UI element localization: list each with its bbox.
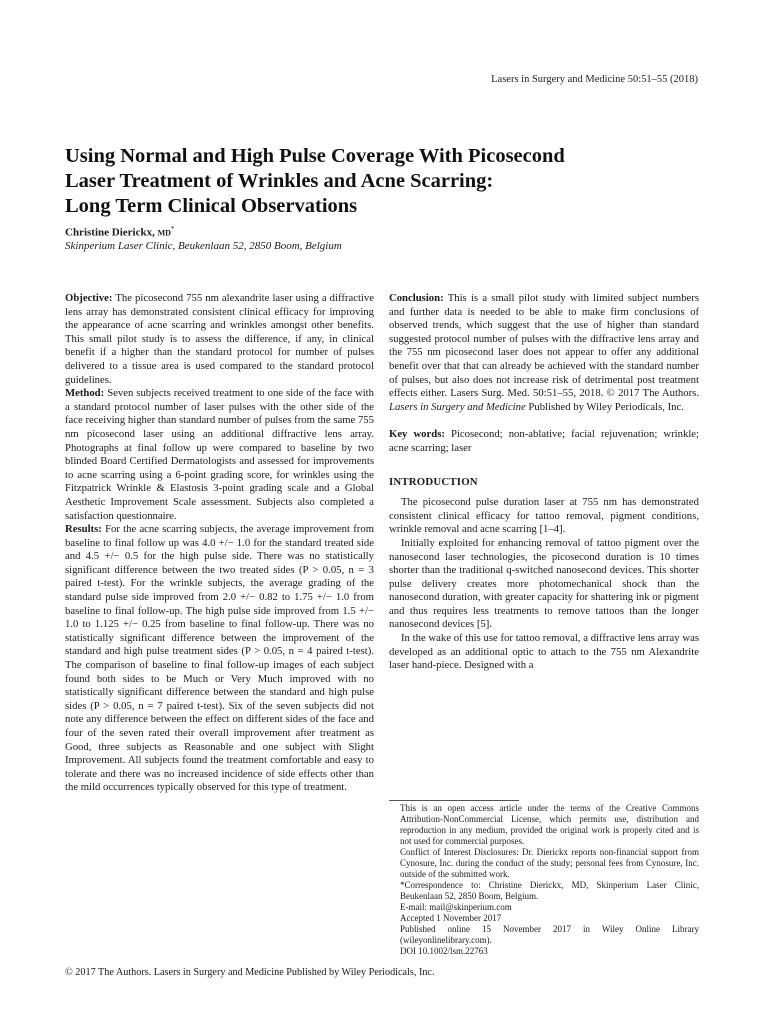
abstract-conclusion bbox=[389, 292, 699, 414]
introduction-heading: INTRODUCTION bbox=[389, 475, 478, 488]
journal-citation: Lasers in Surgery and Medicine 50:51–55 (2018) bbox=[491, 74, 698, 85]
footnotes bbox=[400, 803, 699, 957]
footnote-email: E-mail: mail@skinperium.com bbox=[400, 902, 512, 912]
author-line bbox=[65, 225, 174, 239]
abstract-left-column bbox=[65, 292, 374, 795]
author-name: Christine Dierickx, bbox=[65, 226, 155, 239]
objective-label: Objective: bbox=[65, 292, 113, 304]
abstract-right-column bbox=[389, 292, 699, 673]
footnote-published: Published online 15 November 2017 in Wiley Online Library (wileyonlinelibrary.com). bbox=[400, 924, 699, 945]
conclusion-text: This is a small pilot study with limited subject numbers and further data is needed to be able to make firm conclusions of observed trends, which suggest that the use of higher than standard suggested protocol number of pulses with the diffractive lens array and the 755 nm picosecond laser does not appear to offer any additional benefit over that that can already be achieved with the standard number of pulses, but also does not increase risk of detrimental post treatment effects either. Lasers Surg. Med. 50:51–55, 2018. © 2017 The Authors. bbox=[389, 292, 700, 400]
title-line-1: Using Normal and High Pulse Coverage With Picosecond bbox=[65, 145, 565, 167]
page-footer: © 2017 The Authors. Lasers in Surgery and Medicine Published by Wiley Periodicals, Inc. bbox=[65, 967, 435, 978]
method-text: Seven subjects received treatment to one side of the face with a standard protocol number of laser pulses with the other side of the face receiving higher than standard number of pulses from the same 755 nm picosecond laser using an additional diffractive lens array. Photographs at final follow up were compared to baseline by two blinded Board Certified Dermatologists and assessed for improvements to acne scarring using a 6-point grading score, for wrinkles using the Fitzpatrick Wrinkle & Elastosis 3-point grading scale and a Global Aesthetic Improvement Scale assessment. Subjects also completed a satisfaction questionnaire. bbox=[65, 387, 374, 522]
footnote-conflict: Conflict of Interest Disclosures: Dr. Dierickx reports non-financial support from Cynosure, Inc. during the conduct of the study; personal fees from Cynosure, Inc. outside of the submitted work. bbox=[400, 847, 699, 879]
abstract-method bbox=[65, 387, 374, 523]
keywords-text: Picosecond; non-ablative; facial rejuvenation; wrinkle; acne scarring; laser bbox=[389, 428, 700, 454]
footnote-correspondence: *Correspondence to: Christine Dierickx, MD, Skinperium Laser Clinic, Beukenlaan 52, 2850 Boom, Belgium. bbox=[400, 880, 699, 901]
footnote-accepted: Accepted 1 November 2017 bbox=[400, 913, 502, 923]
footnote-divider bbox=[389, 800, 519, 801]
keywords-label: Key words: bbox=[389, 428, 445, 441]
keywords bbox=[389, 428, 699, 455]
author-degree: MD bbox=[157, 228, 171, 238]
objective-text: The picosecond 755 nm alexandrite laser using a diffractive lens array has demonstrated consistent clinical efficacy for improving the appearance of acne scarring and wrinkles amongst other benefits. This small pilot study is to assess the difference, if any, in clinical benefit if a higher than the standard protocol for number of pulses delivered to a tissue area is used compared to the standard protocol guidelines. bbox=[65, 292, 374, 386]
introduction-paragraph-2: Initially exploited for enhancing removal of tattoo pigment over the nanosecond laser technologies, the picosecond duration is 10 times shorter than the traditional q-switched nanosecond devices. This shorter pulse delivery creates more photomechanical shock than the nanosecond duration, with greater capacity for shattering ink or pigment and thus requires less treatments to remove tattoos than the longer nanosecond devices [5]. bbox=[389, 536, 699, 631]
introduction-paragraph-3: In the wake of this use for tattoo removal, a diffractive lens array was developed as an additional optic to attach to the 755 nm Alexandrite laser hand-piece. Designed with a bbox=[389, 632, 699, 672]
author-correspondence-mark: * bbox=[170, 225, 175, 233]
article-title bbox=[65, 144, 705, 219]
abstract-objective bbox=[65, 292, 374, 387]
title-line-3: Long Term Clinical Observations bbox=[65, 195, 358, 217]
footnote-license: This is an open access article under the terms of the Creative Commons Attribution-NonCommercial License, which permits use, distribution and reproduction in any medium, provided the original work is properly cited and is not used for commercial purposes. bbox=[400, 803, 699, 846]
results-label: Results: bbox=[65, 523, 102, 536]
conclusion-label: Conclusion: bbox=[389, 292, 444, 304]
abstract-results bbox=[65, 523, 374, 795]
method-label: Method: bbox=[65, 387, 105, 400]
conclusion-journal: Lasers in Surgery and Medicine bbox=[389, 400, 526, 413]
introduction-paragraph-1: The picosecond pulse duration laser at 755 nm has demonstrated consistent clinical efficacy for tattoo removal, pigment conditions, wrinkle removal and acne scarring [1–4]. bbox=[389, 496, 699, 536]
title-line-2: Laser Treatment of Wrinkles and Acne Scarring: bbox=[65, 170, 494, 192]
footnote-doi: DOI 10.1002/lsm.22763 bbox=[400, 946, 488, 956]
results-text: For the acne scarring subjects, the average improvement from baseline to final follow up was 4.0 +/− 1.0 for the standard treated side and 4.5 +/− 0.5 for the high pulse side. There was no statistically significant difference between the two treated sides (P > 0.05, n = 3 paired t-test). For the wrinkle subjects, the average grading of the standard pulse side improved from 2.0 +/− 0.82 to 1.75 +/− 1.0 from baseline to final follow-up. The high pulse side improved from 1.5 +/− 1.0 to 1.125 +/− 0.25 from baseline to final follow-up. There was no statistically significant difference between the improvement of the standard and high pulse treatment sides (P > 0.05, n = 4 paired t-test). The comparison of baseline to final follow-up images of each subject found both sides to be Much or Very Much improved with no statistically significant difference between the standard and high pulse sides (P > 0.05, n = 7 paired t-test). Six of the seven subjects did not note any difference between the effect on different sides of the face and four of the seven rated their overall improvement after treatment as Good, three subjects as Reasonable and one subject with Slight Improvement. All subjects found the treatment comfortable and easy to tolerate and there was no increased incidence of side effects other than the mild occurrences typically observed for this type of treatment. bbox=[65, 523, 375, 794]
conclusion-tail: Published by Wiley Periodicals, Inc. bbox=[528, 400, 684, 413]
author-affiliation: Skinperium Laser Clinic, Beukenlaan 52, 2850 Boom, Belgium bbox=[65, 240, 342, 252]
